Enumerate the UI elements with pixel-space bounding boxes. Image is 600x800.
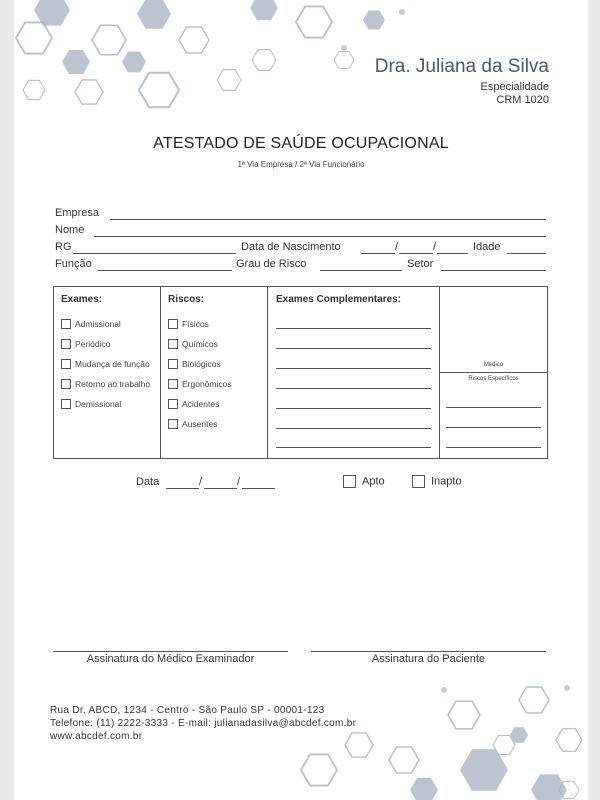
exames-heading: Exames: xyxy=(61,294,103,305)
footer-website: www.abcdef.com.br xyxy=(50,731,143,742)
column-divider xyxy=(160,287,161,458)
date-month-field[interactable] xyxy=(204,488,237,489)
complementar-line[interactable] xyxy=(276,328,431,329)
birth-day-field[interactable] xyxy=(361,253,395,254)
document-subtitle: 1ª Via Empresa / 2ª Via Funcionário xyxy=(237,160,365,169)
checkbox[interactable] xyxy=(168,339,178,349)
certificate-page xyxy=(14,0,588,800)
risco-especifico-line[interactable] xyxy=(446,447,541,448)
apto-option[interactable] xyxy=(343,475,385,488)
nome-label: Nome xyxy=(55,224,85,236)
risco-option[interactable] xyxy=(168,357,232,370)
date-separator: / xyxy=(433,241,437,253)
medico-divider xyxy=(439,372,547,373)
risco-label: Ergonômicos xyxy=(182,378,232,389)
risco-option[interactable] xyxy=(168,397,232,410)
footer-address: Rua Dr. ABCD, 1234 - Centro - São Paulo SP - 00001-123 xyxy=(50,705,325,716)
checkbox[interactable] xyxy=(61,399,71,409)
exame-label: Admissional xyxy=(75,318,121,329)
column-divider xyxy=(267,287,268,458)
doctor-name: Dra. Juliana da Silva xyxy=(374,56,549,77)
risco-label: Físicos xyxy=(182,318,209,329)
funcao-label: Função xyxy=(55,258,92,270)
date-year-field[interactable] xyxy=(242,488,275,489)
date-day-field[interactable] xyxy=(166,488,199,489)
date-separator: / xyxy=(199,476,203,488)
checkbox[interactable] xyxy=(168,419,178,429)
complementar-line[interactable] xyxy=(276,388,431,389)
setor-label: Setor xyxy=(407,258,434,270)
inapto-checkbox[interactable] xyxy=(412,475,425,488)
paciente-signature-label: Assinatura do Paciente xyxy=(371,653,486,665)
complementares-heading: Exames Complementares: xyxy=(276,294,402,305)
checkbox[interactable] xyxy=(61,359,71,369)
birth-month-field[interactable] xyxy=(399,253,433,254)
risco-label: Acidentes xyxy=(182,398,220,409)
crm-number: CRM 1020 xyxy=(496,94,549,106)
risco-option[interactable] xyxy=(168,417,232,430)
riscos-list xyxy=(168,317,232,430)
exame-option[interactable] xyxy=(61,357,150,370)
checkbox[interactable] xyxy=(61,339,71,349)
apto-label: Apto xyxy=(362,475,385,488)
document-title: ATESTADO DE SAÚDE OCUPACIONAL xyxy=(153,135,449,152)
complementar-line[interactable] xyxy=(276,368,431,369)
rg-field[interactable] xyxy=(73,253,236,254)
checkbox[interactable] xyxy=(168,319,178,329)
exames-list xyxy=(61,317,150,410)
complementar-line[interactable] xyxy=(276,447,431,448)
date-separator: / xyxy=(395,241,399,253)
birth-year-field[interactable] xyxy=(437,253,468,254)
checkbox[interactable] xyxy=(61,319,71,329)
exame-option[interactable] xyxy=(61,317,150,330)
inapto-label: Inapto xyxy=(431,475,462,488)
checkbox[interactable] xyxy=(168,399,178,409)
riscos-especificos-label: Riscos Específicos xyxy=(468,376,519,382)
exame-label: Retorno ao trabalho xyxy=(75,378,151,389)
complementar-line[interactable] xyxy=(276,408,431,409)
exame-label: Demissional xyxy=(75,398,122,409)
medico-label: Médico xyxy=(483,362,504,368)
exame-option[interactable] xyxy=(61,377,150,390)
risco-especifico-line[interactable] xyxy=(446,427,541,428)
complementar-line[interactable] xyxy=(276,428,431,429)
medico-signature-label: Assinatura do Médico Examinador xyxy=(86,653,255,665)
exame-label: Periódico xyxy=(75,338,111,349)
nome-field[interactable] xyxy=(94,236,546,237)
medico-signature-line[interactable] xyxy=(53,651,288,652)
footer-contact: Telefone: (11) 2222-3333 - E-mail: julianadasilva@abcdef.com.br xyxy=(50,718,357,729)
grau-risco-field[interactable] xyxy=(320,270,402,271)
complementar-line[interactable] xyxy=(276,348,431,349)
setor-field[interactable] xyxy=(441,270,546,271)
date-separator: / xyxy=(237,476,241,488)
checkbox[interactable] xyxy=(168,379,178,389)
risco-label: Biológicos xyxy=(182,358,221,369)
rg-label: RG xyxy=(55,241,72,253)
paciente-signature-line[interactable] xyxy=(311,651,546,652)
checkbox[interactable] xyxy=(168,359,178,369)
exame-option[interactable] xyxy=(61,337,150,350)
empresa-label: Empresa xyxy=(55,207,100,219)
risco-especifico-line[interactable] xyxy=(446,407,541,408)
apto-checkbox[interactable] xyxy=(343,475,356,488)
data-nascimento-label: Data de Nascimento xyxy=(241,241,341,253)
checkbox[interactable] xyxy=(61,379,71,389)
empresa-field[interactable] xyxy=(110,219,546,220)
funcao-field[interactable] xyxy=(98,270,232,271)
risco-label: Químicos xyxy=(182,338,218,349)
risco-option[interactable] xyxy=(168,317,232,330)
riscos-heading: Riscos: xyxy=(168,294,205,305)
inapto-option[interactable] xyxy=(412,475,462,488)
exame-label: Mudança de função xyxy=(75,358,150,369)
idade-label: Idade xyxy=(473,241,501,253)
risco-option[interactable] xyxy=(168,337,232,350)
exame-option[interactable] xyxy=(61,397,150,410)
specialty-label: Especialidade xyxy=(480,81,549,93)
risco-label: Ausentes xyxy=(182,418,218,429)
data-label: Data xyxy=(136,476,160,488)
risco-option[interactable] xyxy=(168,377,232,390)
idade-field[interactable] xyxy=(507,253,546,254)
exam-table xyxy=(53,286,548,459)
grau-risco-label: Grau de Risco xyxy=(236,258,307,270)
